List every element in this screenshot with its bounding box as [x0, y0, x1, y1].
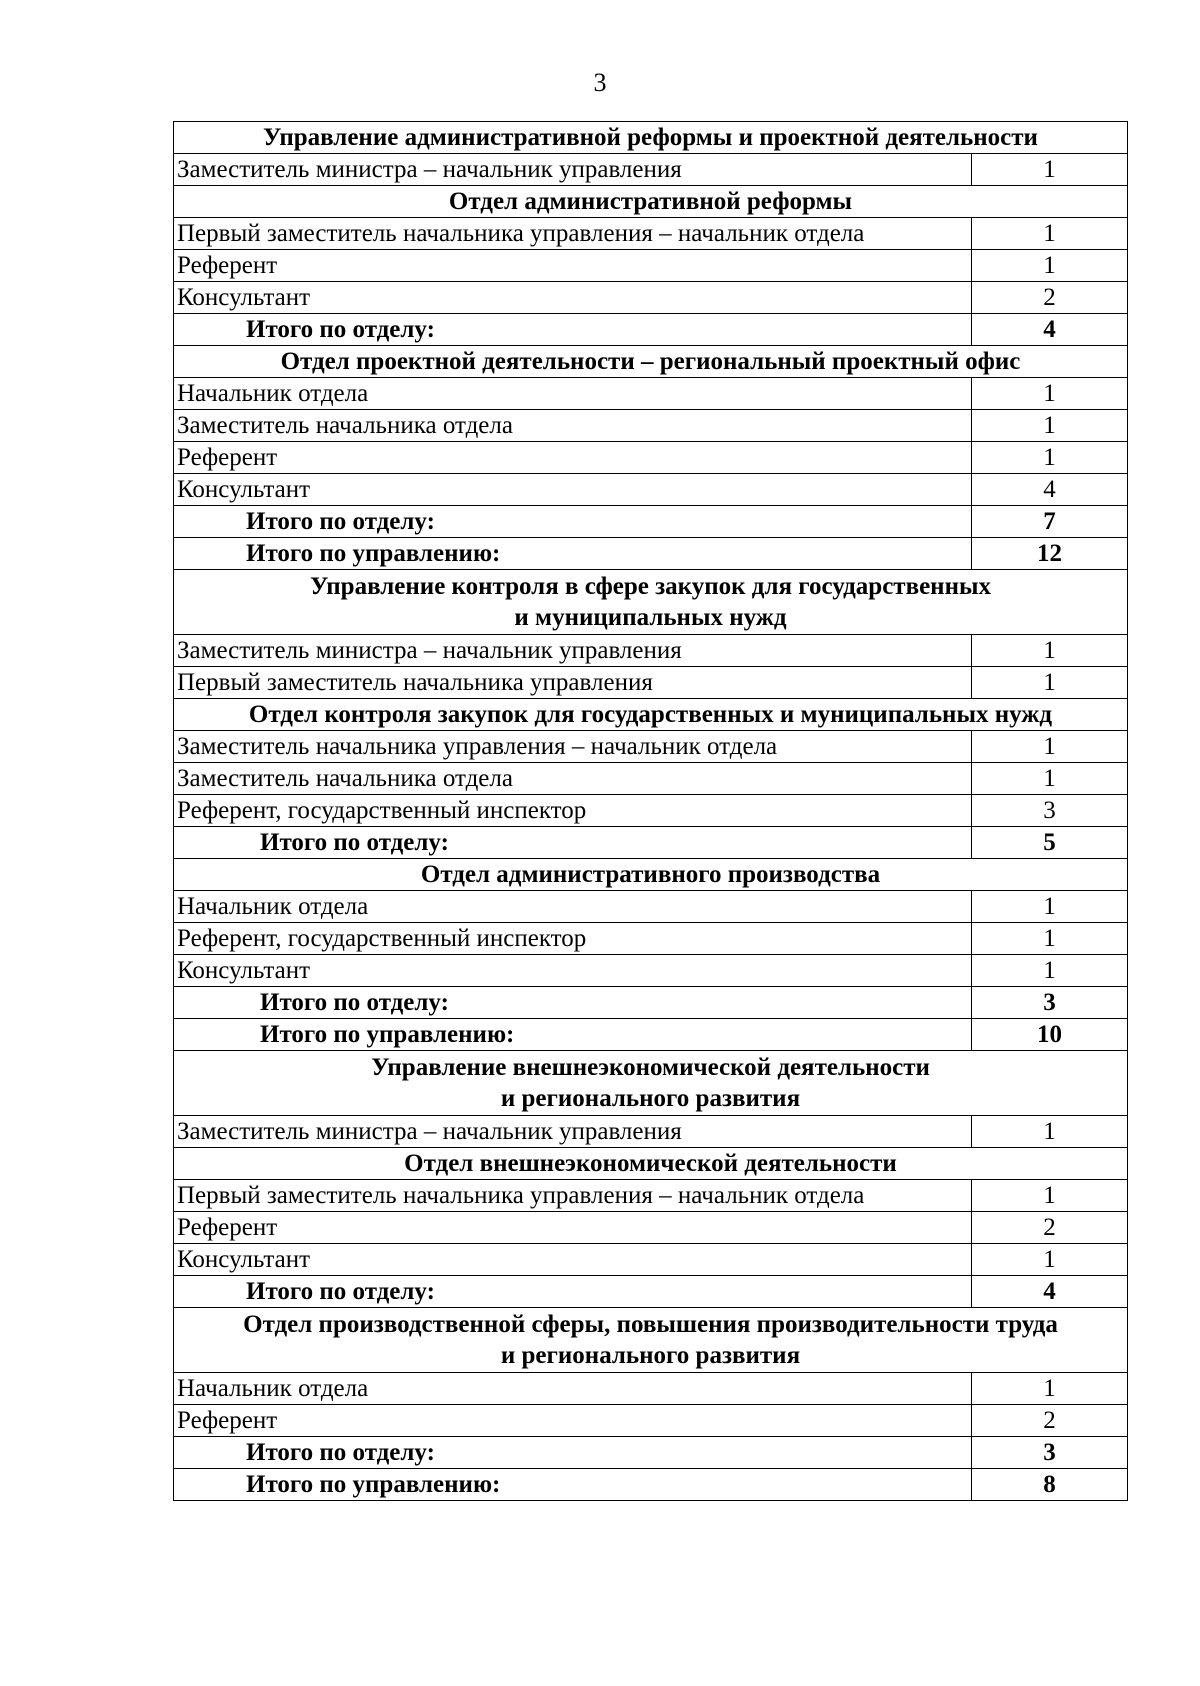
total-count: 12 [972, 538, 1128, 570]
position-count: 1 [972, 635, 1128, 667]
position-count: 1 [972, 154, 1128, 186]
position-title: Заместитель начальника отдела [174, 763, 972, 795]
position-title: Начальник отдела [174, 891, 972, 923]
position-row [174, 923, 1128, 955]
section-heading-row [174, 1148, 1128, 1180]
position-title: Начальник отдела [174, 378, 972, 410]
section-heading-line: и регионального развития [500, 1342, 801, 1369]
page-number: 3 [593, 68, 607, 97]
position-row [174, 474, 1128, 506]
position-row [174, 635, 1128, 667]
position-row [174, 955, 1128, 987]
position-title: Консультант [174, 1244, 972, 1276]
position-row [174, 731, 1128, 763]
total-count: 4 [972, 1276, 1128, 1308]
position-count: 1 [972, 218, 1128, 250]
total-row [174, 827, 1128, 859]
section-heading-row [174, 859, 1128, 891]
position-row [174, 1244, 1128, 1276]
total-row [174, 1276, 1128, 1308]
position-row [174, 442, 1128, 474]
total-count: 3 [972, 1437, 1128, 1469]
position-count: 1 [972, 731, 1128, 763]
position-count: 2 [972, 282, 1128, 314]
position-title: Заместитель начальника отдела [174, 410, 972, 442]
position-count: 2 [972, 1405, 1128, 1437]
section-heading-line: Управление административной реформы и проектной деятельности [263, 124, 1038, 151]
section-heading-line: и регионального развития [500, 1085, 801, 1112]
position-count: 4 [972, 474, 1128, 506]
section-heading-row [174, 1308, 1128, 1373]
position-count: 1 [972, 442, 1128, 474]
total-label: Итого по управлению: [174, 1019, 972, 1051]
total-row [174, 506, 1128, 538]
total-count: 8 [972, 1469, 1128, 1501]
position-count: 1 [972, 1244, 1128, 1276]
position-title: Консультант [174, 474, 972, 506]
section-heading [174, 859, 1128, 891]
position-title: Заместитель министра – начальник управления [174, 154, 972, 186]
position-row [174, 1180, 1128, 1212]
section-heading-row [174, 1051, 1128, 1116]
position-title: Референт [174, 442, 972, 474]
section-heading-line: Управление контроля в сфере закупок для государственных [309, 573, 992, 600]
staffing-table [173, 121, 1128, 1501]
section-heading [174, 346, 1128, 378]
position-row [174, 1212, 1128, 1244]
position-row [174, 795, 1128, 827]
position-row [174, 1405, 1128, 1437]
position-count: 1 [972, 955, 1128, 987]
position-count: 1 [972, 1373, 1128, 1405]
position-row [174, 1116, 1128, 1148]
section-heading-line: Управление внешнеэкономической деятельности [371, 1054, 930, 1081]
position-count: 1 [972, 891, 1128, 923]
total-count: 3 [972, 987, 1128, 1019]
position-title: Референт [174, 1405, 972, 1437]
position-row [174, 378, 1128, 410]
section-heading [174, 122, 1128, 154]
position-title: Консультант [174, 282, 972, 314]
position-title: Заместитель начальника управления – начальник отдела [174, 731, 972, 763]
position-title: Заместитель министра – начальник управления [174, 635, 972, 667]
position-row [174, 218, 1128, 250]
staffing-table-body [174, 122, 1128, 1501]
section-heading-line: Отдел проектной деятельности – региональный проектный офис [280, 348, 1021, 375]
section-heading-row [174, 186, 1128, 218]
section-heading-line: Отдел производственной сферы, повышения производительности труда [243, 1311, 1058, 1338]
position-count: 2 [972, 1212, 1128, 1244]
total-label: Итого по отделу: [174, 827, 972, 859]
section-heading-row [174, 570, 1128, 635]
position-count: 3 [972, 795, 1128, 827]
section-heading-row [174, 699, 1128, 731]
position-title: Референт [174, 1212, 972, 1244]
position-title: Референт, государственный инспектор [174, 923, 972, 955]
total-count: 4 [972, 314, 1128, 346]
section-heading [174, 186, 1128, 218]
total-label: Итого по управлению: [174, 1469, 972, 1501]
section-heading [174, 1051, 1128, 1116]
total-row [174, 987, 1128, 1019]
total-label: Итого по отделу: [174, 1437, 972, 1469]
position-count: 1 [972, 667, 1128, 699]
total-label: Итого по отделу: [174, 987, 972, 1019]
section-heading-line: Отдел административной реформы [448, 188, 853, 215]
position-title: Первый заместитель начальника управления [174, 667, 972, 699]
position-row [174, 154, 1128, 186]
position-row [174, 1373, 1128, 1405]
section-heading [174, 1308, 1128, 1373]
section-heading-line: и муниципальных нужд [514, 604, 787, 631]
position-row [174, 667, 1128, 699]
position-title: Начальник отдела [174, 1373, 972, 1405]
position-row [174, 891, 1128, 923]
section-heading-line: Отдел внешнеэкономической деятельности [404, 1150, 897, 1177]
position-row [174, 410, 1128, 442]
section-heading [174, 699, 1128, 731]
total-count: 7 [972, 506, 1128, 538]
position-title: Первый заместитель начальника управления – начальник отдела [174, 1180, 972, 1212]
section-heading [174, 1148, 1128, 1180]
section-heading [174, 570, 1128, 635]
position-count: 1 [972, 410, 1128, 442]
total-row [174, 1437, 1128, 1469]
total-row [174, 1469, 1128, 1501]
position-count: 1 [972, 378, 1128, 410]
total-label: Итого по управлению: [174, 538, 972, 570]
position-row [174, 282, 1128, 314]
position-row [174, 250, 1128, 282]
position-count: 1 [972, 923, 1128, 955]
position-count: 1 [972, 1116, 1128, 1148]
position-count: 1 [972, 250, 1128, 282]
total-row [174, 538, 1128, 570]
position-title: Референт [174, 250, 972, 282]
position-title: Первый заместитель начальника управления – начальник отдела [174, 218, 972, 250]
total-label: Итого по отделу: [174, 1276, 972, 1308]
total-count: 10 [972, 1019, 1128, 1051]
section-heading-row [174, 346, 1128, 378]
total-label: Итого по отделу: [174, 314, 972, 346]
section-heading-line: Отдел административного производства [420, 861, 881, 888]
position-title: Референт, государственный инспектор [174, 795, 972, 827]
position-count: 1 [972, 763, 1128, 795]
position-title: Консультант [174, 955, 972, 987]
total-label: Итого по отделу: [174, 506, 972, 538]
total-row [174, 1019, 1128, 1051]
position-title: Заместитель министра – начальник управления [174, 1116, 972, 1148]
position-row [174, 763, 1128, 795]
total-row [174, 314, 1128, 346]
position-count: 1 [972, 1180, 1128, 1212]
section-heading-line: Отдел контроля закупок для государственных и муниципальных нужд [248, 701, 1053, 728]
total-count: 5 [972, 827, 1128, 859]
section-heading-row [174, 122, 1128, 154]
